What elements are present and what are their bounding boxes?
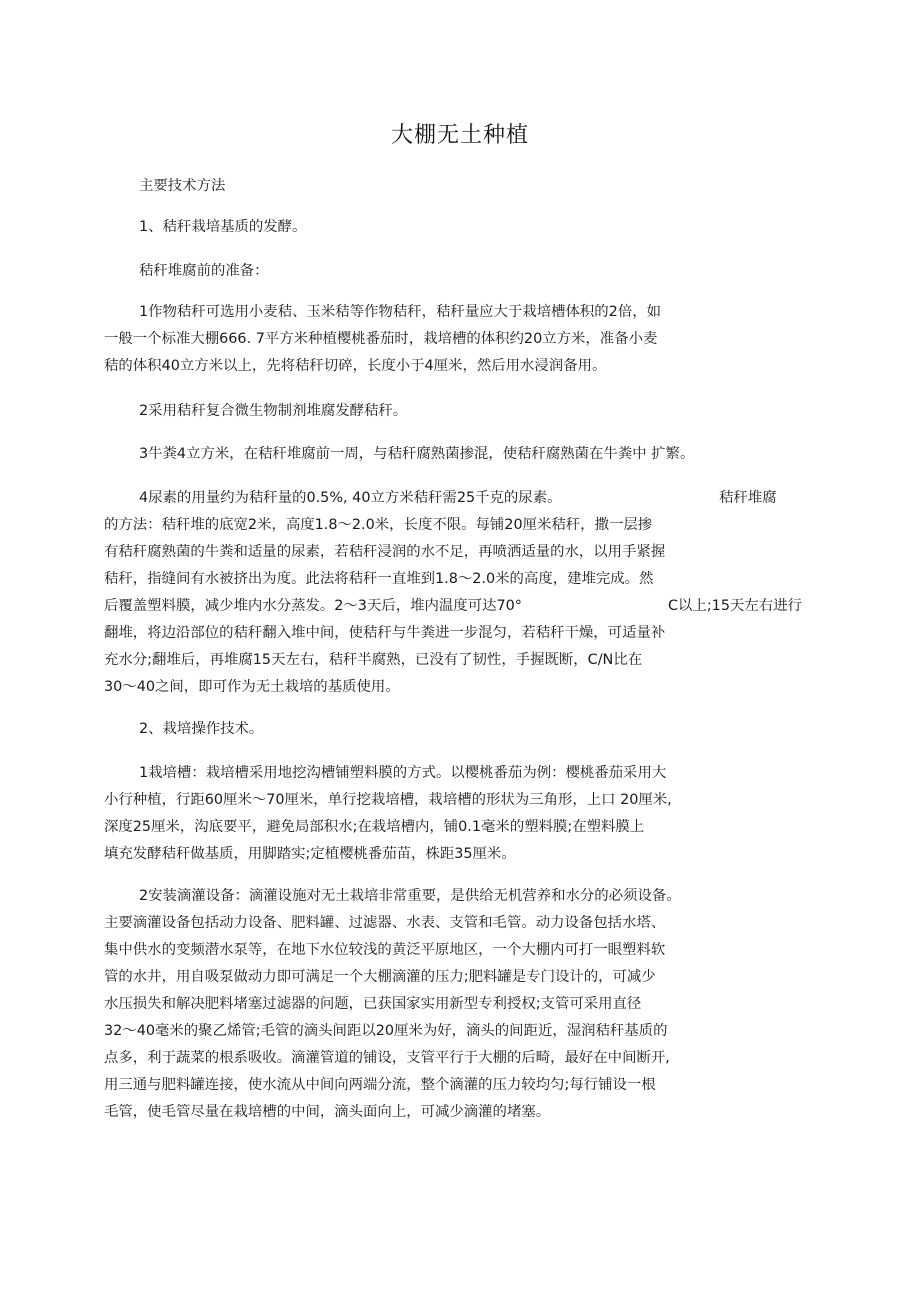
document-title: 大棚无土种植 — [390, 123, 529, 148]
paragraph-line: 4尿素的用量约为秸秆量的0.5%, 40立方米秸秆需25千克的尿素。 — [139, 490, 562, 506]
paragraph-line: 小行种植，行距60厘米〜70厘米，单行挖栽培槽，栽培槽的形状为三角形，上口 20厘米, — [104, 792, 672, 808]
paragraph-line-fragment: 秸秆堆腐 — [719, 490, 777, 506]
paragraph-line: 填充发酵秸秆做基质，用脚踏实;定植樱桃番茄苗，株距35厘米。 — [104, 846, 516, 862]
paragraph-line: 1栽培槽：栽培槽采用地挖沟槽铺塑料膜的方式。以樱桃番茄为例：樱桃番茄采用大 — [139, 765, 667, 781]
paragraph-line: 秸的体积40立方米以上，先将秸秆切碎，长度小于4厘米，然后用水浸润备用。 — [104, 358, 607, 374]
section1-title: 1、秸秆栽培基质的发酵。 — [139, 219, 307, 235]
section2-title: 2、栽培操作技术。 — [139, 721, 264, 737]
paragraph-line: 3牛粪4立方米，在秸秆堆腐前一周，与秸秆腐熟菌掺混，使秸秆腐熟菌在牛粪中 扩繁。 — [139, 446, 695, 462]
paragraph-line: 后覆盖塑料膜，减少堆内水分蒸发。2～3天后，堆内温度可达70° — [104, 598, 522, 614]
paragraph-line-fragment: C以上;15天左右进行 — [668, 598, 802, 614]
paragraph-line: 的方法：秸秆堆的底宽2米，高度1.8～2.0米，长度不限。每铺20厘米秸秆，撒一层掺 — [104, 517, 653, 533]
paragraph-line: 有秸秆腐熟菌的牛粪和适量的尿素，若秸秆浸润的水不足，再喷洒适量的水，以用手紧握 — [104, 544, 666, 560]
paragraph-line: 2安装滴灌设备：滴灌设施对无土栽培非常重要，是供给无机营养和水分的必须设备。 — [139, 888, 681, 904]
paragraph-line: 点多，利于蔬菜的根系吸收。滴灌管道的铺设，支管平行于大棚的后畸，最好在中间断开, — [104, 1050, 670, 1066]
paragraph-line: 用三通与肥料罐连接，使水流从中间向两端分流，整个滴灌的压力较均匀;每行铺设一根 — [104, 1077, 656, 1093]
paragraph-line: 翻堆，将边沿部位的秸秆翻入堆中间，使秸秆与牛粪进一步混匀，若秸秆干燥，可适量补 — [104, 625, 666, 641]
section1-subtitle: 秸秆堆腐前的准备： — [139, 263, 269, 279]
paragraph-line: 一般一个标准大棚666. 7平方米种植樱桃番茄时，栽培槽的体积约20立方米，准备小麦 — [104, 331, 658, 347]
paragraph-line: 30～40之间，即可作为无土栽培的基质使用。 — [104, 679, 400, 695]
paragraph-line: 水压损失和解决肥料堵塞过滤器的问题，已获国家实用新型专利授权;支管可采用直径 — [104, 996, 642, 1012]
paragraph-line: 管的水井，用自吸泵做动力即可满足一个大棚滴灌的压力;肥料罐是专门设计的，可减少 — [104, 969, 656, 985]
paragraph-line: 2采用秸秆复合微生物制剂堆腐发酵秸秆。 — [139, 403, 408, 419]
paragraph-line: 深度25厘米，沟底要平，避免局部积水;在栽培槽内，铺0.1毫米的塑料膜;在塑料膜上 — [104, 819, 645, 835]
paragraph-line: 毛管，使毛管尽量在栽培槽的中间，滴头面向上，可减少滴灌的堵塞。 — [104, 1104, 551, 1120]
paragraph-line: 充水分;翻堆后，再堆腐15天左右，秸秆半腐熟，已没有了韧性，手握既断，C/N比在 — [104, 652, 643, 668]
section-heading: 主要技术方法 — [139, 178, 226, 194]
paragraph-line: 1作物秸秆可选用小麦秸、玉米秸等作物秸秆，秸秆量应大于栽培槽体积的2倍，如 — [139, 304, 661, 320]
paragraph-line: 集中供水的变频潜水泵等，在地下水位较浅的黄泛平原地区，一个大棚内可打一眼塑料软 — [104, 942, 666, 958]
paragraph-line: 秸秆，指缝间有水被挤出为度。此法将秸秆一直堆到1.8～2.0米的高度，建堆完成。然 — [104, 571, 654, 587]
paragraph-line: 32～40毫米的聚乙烯管;毛管的滴头间距以20厘米为好，滴头的间距近，湿润秸秆基质的 — [104, 1023, 668, 1039]
paragraph-line: 主要滴灌设备包括动力设备、肥料罐、过滤器、水表、支管和毛管。动力设备包括水塔、 — [104, 915, 666, 931]
